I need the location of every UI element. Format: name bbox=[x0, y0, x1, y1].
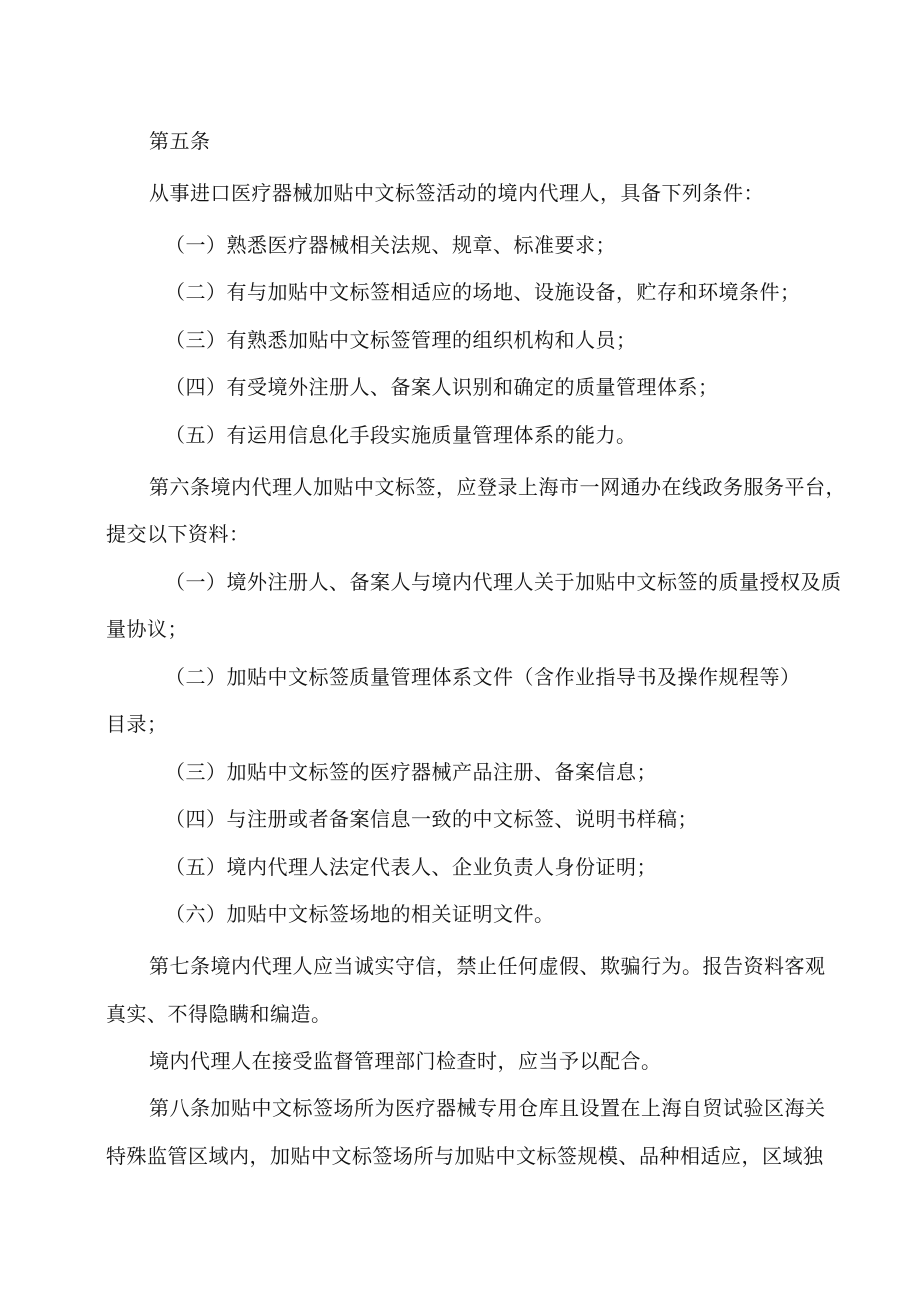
article-8-line-2: 特殊监管区域内，加贴中文标签场所与加贴中文标签规模、品种相适应，区域独 bbox=[106, 1144, 824, 1168]
article-6-item-1-line-2: 量协议； bbox=[106, 617, 188, 641]
article-5-item-2: （二）有与加贴中文标签相适应的场地、设施设备，贮存和环境条件； bbox=[165, 280, 801, 304]
article-6-line-2: 提交以下资料： bbox=[106, 522, 250, 546]
article-5-intro: 从事进口医疗器械加贴中文标签活动的境内代理人，具备下列条件： bbox=[149, 181, 764, 205]
article-5-item-4: （四）有受境外注册人、备案人识别和确定的质量管理体系； bbox=[165, 375, 719, 399]
article-6-item-2-line-2: 目录； bbox=[106, 712, 168, 736]
article-6-item-1-line-1: （一）境外注册人、备案人与境内代理人关于加贴中文标签的质量授权及质 bbox=[165, 570, 842, 594]
article-7-line-2: 真实、不得隐瞒和编造。 bbox=[106, 1002, 332, 1026]
article-8-line-1: 第八条加贴中文标签场所为医疗器械专用仓库且设置在上海自贸试验区海关 bbox=[149, 1096, 826, 1120]
article-7-paragraph-2: 境内代理人在接受监督管理部门检查时，应当予以配合。 bbox=[149, 1049, 662, 1073]
article-5-heading: 第五条 bbox=[149, 129, 211, 153]
article-5-item-3: （三）有熟悉加贴中文标签管理的组织机构和人员； bbox=[165, 328, 637, 352]
article-6-item-3: （三）加贴中文标签的医疗器械产品注册、备案信息； bbox=[165, 760, 657, 784]
article-6-item-4: （四）与注册或者备案信息一致的中文标签、说明书样稿； bbox=[165, 807, 698, 831]
article-6-line-1: 第六条境内代理人加贴中文标签，应登录上海市一网通办在线政务服务平台， bbox=[149, 475, 846, 499]
article-7-line-1: 第七条境内代理人应当诚实守信，禁止任何虚假、欺骗行为。报告资料客观 bbox=[149, 954, 826, 978]
article-6-item-2-line-1: （二）加贴中文标签质量管理体系文件（含作业指导书及操作规程等） bbox=[165, 665, 801, 689]
article-6-item-6: （六）加贴中文标签场地的相关证明文件。 bbox=[165, 902, 555, 926]
article-5-item-1: （一）熟悉医疗器械相关法规、规章、标准要求； bbox=[165, 233, 616, 257]
article-5-item-5: （五）有运用信息化手段实施质量管理体系的能力。 bbox=[165, 423, 637, 447]
article-6-item-5: （五）境内代理人法定代表人、企业负责人身份证明； bbox=[165, 855, 657, 879]
